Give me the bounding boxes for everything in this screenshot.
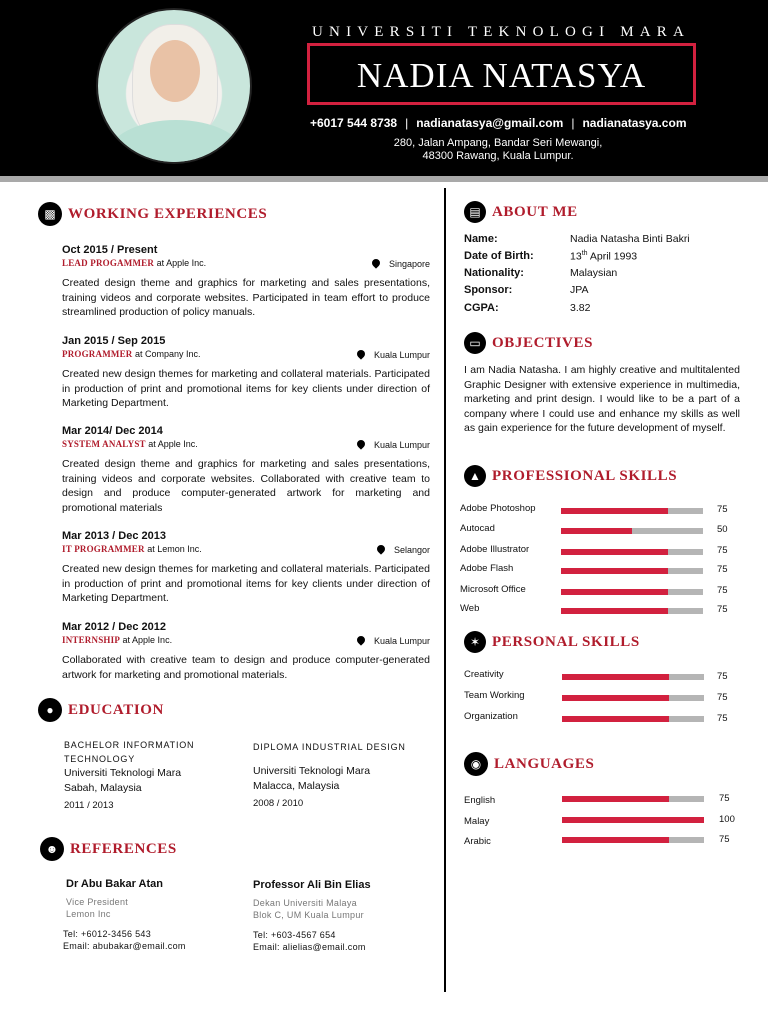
education-item: DIPLOMA INDUSTRIAL DESIGN Universiti Teknologi Mara Malacca, Malaysia 2008 / 2010 <box>253 742 406 809</box>
skill-level-bar <box>562 796 704 802</box>
running-person-icon: ✶ <box>464 631 486 653</box>
education-heading: ● EDUCATION <box>38 698 164 722</box>
globe-icon: ◉ <box>464 752 488 776</box>
person-search-icon: ☻ <box>40 837 64 861</box>
skill-level-bar <box>562 674 704 680</box>
skill-name: Malay <box>464 816 490 827</box>
personal-skills-heading: ✶ PERSONAL SKILLS <box>464 631 640 653</box>
skill-level-bar <box>561 528 703 534</box>
skill-level-bar <box>562 716 704 722</box>
skill-level-fill <box>562 716 669 722</box>
location-pin-icon <box>375 543 386 554</box>
skill-level-bar <box>561 589 703 595</box>
skill-level-value: 75 <box>717 585 728 596</box>
location-pin-icon <box>355 634 366 645</box>
skill-level-value: 75 <box>719 834 730 845</box>
about-row: Sponsor: JPA <box>464 284 589 296</box>
skill-name: Adobe Illustrator <box>460 544 530 555</box>
name-box <box>307 43 696 105</box>
skill-level-bar <box>562 695 704 701</box>
location-pin-icon <box>355 438 366 449</box>
skill-name: Creativity <box>464 669 504 680</box>
skill-level-fill <box>561 508 668 514</box>
university-name: UNIVERSITI TEKNOLOGI MARA <box>312 24 691 40</box>
skill-name: English <box>464 795 496 806</box>
skill-level-value: 75 <box>717 604 728 615</box>
skill-level-bar <box>562 837 704 843</box>
skill-level-bar <box>561 568 703 574</box>
briefcase-icon: ▩ <box>38 202 62 226</box>
skill-name: Adobe Photoshop <box>460 503 536 514</box>
skill-name: Autocad <box>460 523 495 534</box>
website[interactable]: nadianatasya.com <box>582 116 687 130</box>
skill-level-value: 75 <box>717 545 728 556</box>
column-divider <box>444 188 446 992</box>
professional-skills-heading: ▲ PROFESSIONAL SKILLS <box>464 465 677 487</box>
badge-icon: ▲ <box>464 465 486 487</box>
location-pin-icon <box>370 257 381 268</box>
skill-level-fill <box>562 674 669 680</box>
job-item: Mar 2014/ Dec 2014 SYSTEM ANALYST at Apple Inc. Kuala Lumpur Created design theme and graphics for marketing and sales presentations, training videos and corporate websites. Collaborated with creative team to design and produce computer-generated artwork for marketing and promotional materials <box>62 425 430 514</box>
skill-level-bar <box>561 549 703 555</box>
skill-level-fill <box>562 695 669 701</box>
about-heading: ▤ ABOUT ME <box>464 201 578 223</box>
graduate-icon: ● <box>38 698 62 722</box>
references-heading: ☻ REFERENCES <box>40 837 177 861</box>
skill-level-value: 50 <box>717 524 728 535</box>
about-row: Date of Birth: 13th April 1993 <box>464 250 638 263</box>
job-item: Jan 2015 / Sep 2015 PROGRAMMER at Company Inc. Kuala Lumpur Created new design themes for marketing and collateral materials. Participated in production of print and promotional items for key clients under direction of Marketing Department. <box>62 335 430 409</box>
skill-name: Arabic <box>464 836 491 847</box>
skill-level-fill <box>562 837 669 843</box>
education-item: BACHELOR INFORMATION TECHNOLOGY Universiti Teknologi Mara Sabah, Malaysia 2011 / 2013 <box>64 740 195 811</box>
job-item: Oct 2015 / Present LEAD PROGAMMER at Apple Inc. Singapore Created design theme and graphics for marketing and sales presentations, training videos and corporate websites. Participated in team effort to produce streamlined production of policy manuals. <box>62 244 430 318</box>
address: 280, Jalan Ampang, Bandar Seri Mewangi, 48300 Rawang, Kuala Lumpur. <box>393 137 603 162</box>
skill-level-fill <box>561 528 632 534</box>
skill-name: Web <box>460 603 480 614</box>
phone: +6017 544 8738 <box>310 116 398 130</box>
skill-level-fill <box>562 796 669 802</box>
job-item: Mar 2013 / Dec 2013 IT PROGRAMMER at Lemon Inc. Selangor Created new design themes for marketing and collateral materials. Participated in production of print and promotional items for key clients under direction of Marketing Department. <box>62 530 430 604</box>
objectives-heading: ▭ OBJECTIVES <box>464 332 593 354</box>
skill-level-value: 75 <box>719 793 730 804</box>
about-row: Name: Nadia Natasha Binti Bakri <box>464 233 690 245</box>
notebook-icon: ▭ <box>464 332 486 354</box>
profile-photo <box>96 8 252 164</box>
full-name: NADIA NATASYA <box>356 56 647 95</box>
about-row: CGPA: 3.82 <box>464 302 591 314</box>
skill-level-fill <box>562 817 704 823</box>
skill-name: Team Working <box>464 690 525 701</box>
skill-name: Adobe Flash <box>460 563 514 574</box>
skill-name: Organization <box>464 711 518 722</box>
skill-level-value: 75 <box>717 671 728 682</box>
skill-level-fill <box>561 568 668 574</box>
reference-item: Professor Ali Bin Elias Dekan Universiti Malaya Blok C, UM Kuala Lumpur Tel: +603-4567 654 Email: alielias@email.com <box>253 879 371 952</box>
location-pin-icon <box>355 348 366 359</box>
skill-level-fill <box>561 608 668 614</box>
languages-heading: ◉ LANGUAGES <box>464 752 594 776</box>
skill-level-value: 75 <box>717 564 728 575</box>
header-divider <box>0 176 768 182</box>
email[interactable]: nadianatasya@gmail.com <box>416 116 564 130</box>
skill-level-fill <box>561 589 668 595</box>
skill-level-value: 75 <box>717 504 728 515</box>
skill-level-fill <box>561 549 668 555</box>
skill-level-bar <box>561 508 703 514</box>
work-heading: ▩ WORKING EXPERIENCES <box>38 202 267 226</box>
contact-line: +6017 544 8738 | nadianatasya@gmail.com | nadianatasya.com <box>310 116 687 130</box>
objectives-text: I am Nadia Natasha. I am highly creative and multitalented Graphic Designer with extensive experience in multimedia, marketing and print design. I would like to be a part of a company where I could use and enhance my skills as well as gain experience for the future development of myself. <box>464 364 740 434</box>
skill-level-value: 75 <box>717 713 728 724</box>
skill-level-value: 100 <box>719 814 735 825</box>
header <box>0 0 768 176</box>
profile-card-icon: ▤ <box>464 201 486 223</box>
skill-level-value: 75 <box>717 692 728 703</box>
reference-item: Dr Abu Bakar Atan Vice President Lemon Inc Tel: +6012-3456 543 Email: abubakar@email.com <box>63 878 186 951</box>
job-item: Mar 2012 / Dec 2012 INTERNSHIP at Apple Inc. Kuala Lumpur Collaborated with creative team to design and produce computer-generated artwork for marketing and promotional materials. <box>62 621 430 681</box>
skill-level-bar <box>562 817 704 823</box>
skill-name: Microsoft Office <box>460 584 526 595</box>
skill-level-bar <box>561 608 703 614</box>
about-row: Nationality: Malaysian <box>464 267 618 279</box>
